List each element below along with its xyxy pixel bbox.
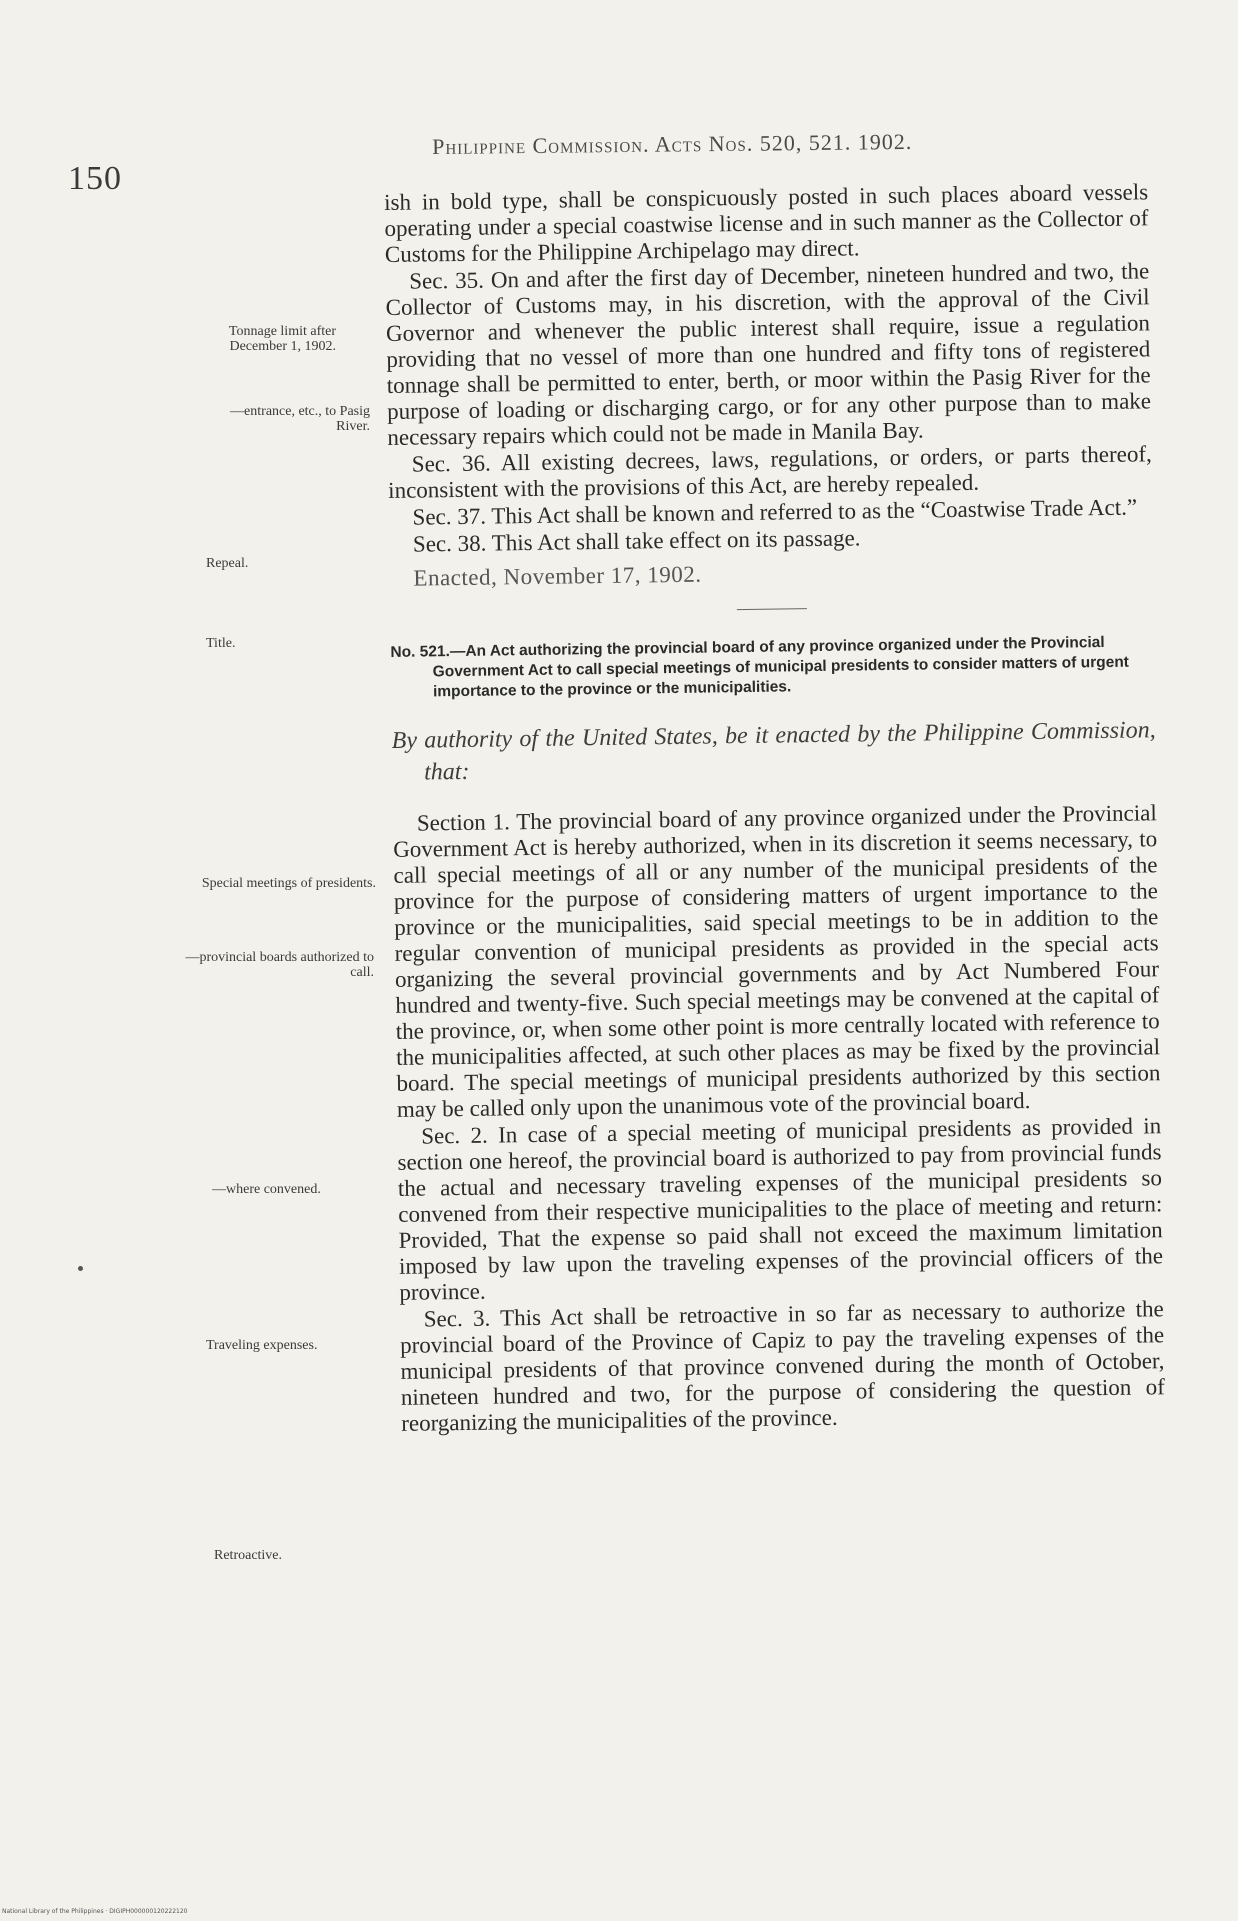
paragraph-continuation: ish in bold type, shall be conspicuously posted in such places aboard vessels operating under a special coastwise license and in such manner as the Collector of Customs for the Philippine Archipelago may direct. [384,179,1149,267]
section-38: Sec. 38. This Act shall take effect on its passage. [412,525,861,557]
margin-note-provincial-boards: —provincial boards authorized to call. [185,950,374,980]
margin-note-traveling-expenses: Traveling expenses. [206,1338,318,1353]
section-3: Sec. 3. This Act shall be retroactive in so far as necessary to authorize the provincial board of the Province of Capiz to pay the traveling expenses of the municipal presidents of that province convened during the month of October, nineteen hundred and two, for the purpose of considering the question of reorganizing the municipalities of the province. [399,1296,1165,1436]
library-footer: National Library of the Philippines · DIGIPH000000120222120 [2,1908,188,1915]
page-number: 150 [68,160,122,197]
margin-note-where-convened: —where convened. [212,1182,321,1197]
enacting-clause: By authority of the United States, be it enacted by the Philippine Commission, that: [391,717,1156,786]
margin-note-retroactive: Retroactive. [214,1548,283,1563]
stray-mark [78,1266,83,1271]
section-1: Section 1. The provincial board of any province organized under the Provincial Government Act is hereby authorized, when in its discretion it seems necessary, to call special meetings of all or any number of the municipal presidents of the province for the purpose of considering matters of urgent importance to the province or the municipalities, said special meetings to be in addition to the regular convention of municipal presidents as provided in the special acts organizing the several provincial governments and by Act Numbered Four hundred and twenty-five. Such special meetings may be convened at the capital of the province, or, when some other point is more centrally located with reference to the municipalities affected, at such other places as may be fixed by the provincial board. The special meetings of municipal presidents authorized by this section may be called only upon the unanimous vote of the provincial board. [393,800,1161,1122]
section-35: Sec. 35. On and after the first day of December, nineteen hundred and two, the Collector of Customs may, in his discretion, with the approval of the Civil Governor and whenever the public interest shall require, issue a regulation providing that no vessel of more than one hundred and fifty tons of registered tonnage shall be permitted to enter, berth, or moor within the Pasig River for the purpose of loading or discharging cargo, or for any other purpose than to make necessary repairs which could not be made in Manila Bay. [385,258,1152,450]
section-37: Sec. 37. This Act shall be known and referred to as the “Coastwise Trade Act.” [412,494,1138,530]
section-36: Sec. 36. All existing decrees, laws, regulations, or orders, or parts thereof, inconsistent with the provisions of this Act, are hereby repealed. [388,441,1152,503]
enacted-date: Enacted, November 17, 1902. [413,561,702,591]
act-title: No. 521.—An Act authorizing the provincial board of any province organized under the Provincial Government Act to call special meetings of municipal presidents to consider matters of urgent importance to the province or the municipalities. [390,633,1130,701]
margin-note-entrance: —entrance, etc., to Pasig River. [230,404,370,434]
margin-note-tonnage: Tonnage limit after December 1, 1902. [228,324,336,354]
section-divider [737,608,807,610]
section-2: Sec. 2. In case of a special meeting of municipal presidents as provided in section one hereof, the provincial board is authorized to pay from provincial funds the actual and necessary traveling expenses of the municipal presidents so convened from their respective municipalities to the place of meeting and return: Provided, That the expense so paid shall not exceed the maximum limitation imposed by law upon the traveling expenses of the provincial officers of the province. [397,1113,1164,1305]
running-head: Philippine Commission. Acts Nos. 520, 521. 1902. [432,128,913,159]
margin-note-title: Title. [206,636,236,651]
margin-note-repeal: Repeal. [206,556,249,571]
margin-note-special-meetings: Special meetings of presidents. [201,876,376,891]
body-text [384,179,1165,1438]
